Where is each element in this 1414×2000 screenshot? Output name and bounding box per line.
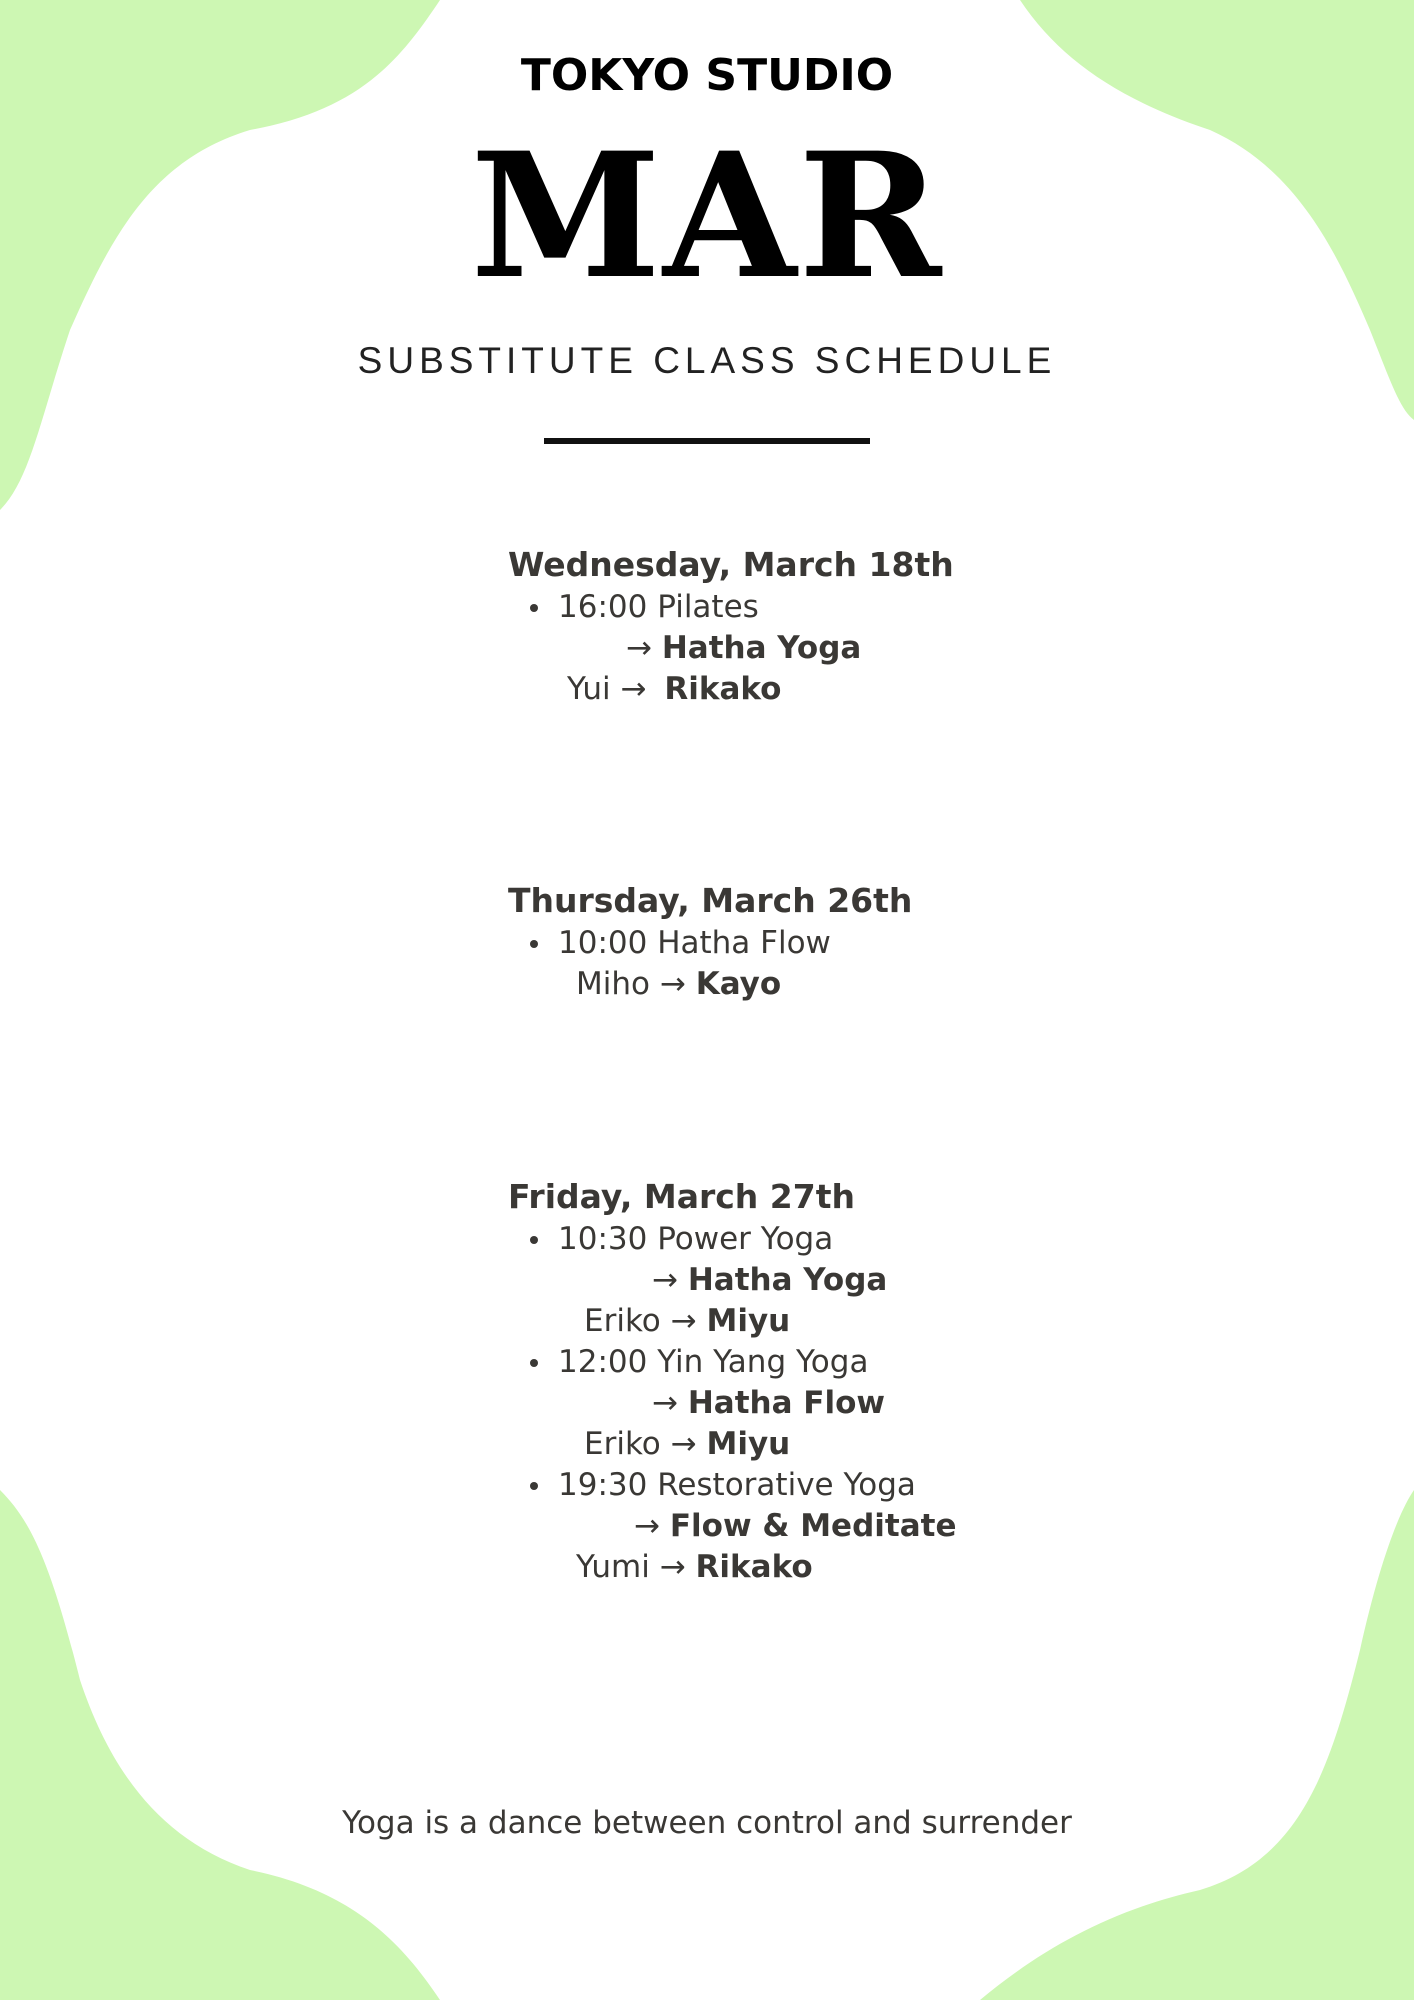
original-teacher: Eriko bbox=[584, 1303, 661, 1339]
studio-name: TOKYO STUDIO bbox=[520, 50, 894, 101]
day-wednesday bbox=[508, 543, 954, 710]
arrow-icon: → bbox=[659, 1549, 686, 1585]
class-time-line bbox=[508, 923, 912, 964]
day-title: Thursday, March 26th bbox=[508, 881, 913, 920]
teacher-change-line bbox=[508, 1424, 956, 1465]
original-teacher: Yumi bbox=[576, 1549, 650, 1585]
class-item bbox=[508, 587, 954, 710]
class-item bbox=[508, 923, 912, 1005]
class-item bbox=[508, 1342, 956, 1465]
class-time: 10:30 Power Yoga bbox=[558, 1221, 834, 1257]
teacher-change-line bbox=[508, 669, 954, 710]
teacher-change-line bbox=[508, 1547, 956, 1588]
class-change-line bbox=[508, 1506, 956, 1547]
bullet-icon bbox=[530, 1482, 538, 1490]
class-change-line bbox=[508, 628, 954, 669]
green-blob-bottom-left bbox=[0, 1490, 440, 2000]
bullet-icon bbox=[530, 940, 538, 948]
arrow-icon: → bbox=[634, 1508, 660, 1544]
class-time: 16:00 Pilates bbox=[558, 589, 759, 625]
class-time-line bbox=[508, 587, 954, 628]
class-time-line bbox=[508, 1219, 956, 1260]
new-class: Hatha Yoga bbox=[661, 630, 862, 666]
title-divider bbox=[544, 438, 870, 444]
bullet-icon bbox=[530, 1359, 538, 1367]
day-title: Friday, March 27th bbox=[508, 1177, 855, 1216]
arrow-icon: → bbox=[659, 966, 686, 1002]
substitute-teacher: Kayo bbox=[695, 966, 782, 1002]
arrow-icon: → bbox=[620, 671, 647, 707]
bullet-icon bbox=[530, 604, 538, 612]
arrow-icon: → bbox=[652, 1385, 678, 1421]
class-time-line bbox=[508, 1465, 956, 1506]
day-thursday bbox=[508, 879, 912, 1005]
original-teacher: Yui bbox=[567, 671, 611, 707]
substitute-teacher: Miyu bbox=[706, 1426, 791, 1462]
month-title: MAR bbox=[470, 114, 944, 317]
arrow-icon: → bbox=[626, 630, 652, 666]
footer-quote: Yoga is a dance between control and surrender bbox=[342, 1805, 1072, 1841]
day-friday bbox=[508, 1175, 956, 1588]
green-blob-bottom-right bbox=[980, 1490, 1414, 2000]
original-teacher: Eriko bbox=[584, 1426, 661, 1462]
class-item bbox=[508, 1465, 956, 1588]
new-class: Hatha Yoga bbox=[687, 1262, 888, 1298]
teacher-change-line bbox=[508, 964, 912, 1005]
schedule-subtitle: SUBSTITUTE CLASS SCHEDULE bbox=[357, 340, 1057, 381]
arrow-icon: → bbox=[652, 1262, 678, 1298]
new-class: Flow & Meditate bbox=[669, 1508, 957, 1544]
arrow-icon: → bbox=[670, 1426, 697, 1462]
bullet-icon bbox=[530, 1236, 538, 1244]
class-item bbox=[508, 1219, 956, 1342]
substitute-teacher: Miyu bbox=[706, 1303, 791, 1339]
class-change-line bbox=[508, 1260, 956, 1301]
class-change-line bbox=[508, 1383, 956, 1424]
class-time: 12:00 Yin Yang Yoga bbox=[558, 1344, 869, 1380]
teacher-change-line bbox=[508, 1301, 956, 1342]
substitute-teacher: Rikako bbox=[695, 1549, 813, 1585]
class-time-line bbox=[508, 1342, 956, 1383]
substitute-teacher: Rikako bbox=[664, 671, 782, 707]
class-time: 19:30 Restorative Yoga bbox=[558, 1467, 916, 1503]
original-teacher: Miho bbox=[576, 966, 650, 1002]
class-time: 10:00 Hatha Flow bbox=[558, 925, 831, 961]
day-title: Wednesday, March 18th bbox=[508, 545, 954, 584]
arrow-icon: → bbox=[670, 1303, 697, 1339]
new-class: Hatha Flow bbox=[687, 1385, 886, 1421]
